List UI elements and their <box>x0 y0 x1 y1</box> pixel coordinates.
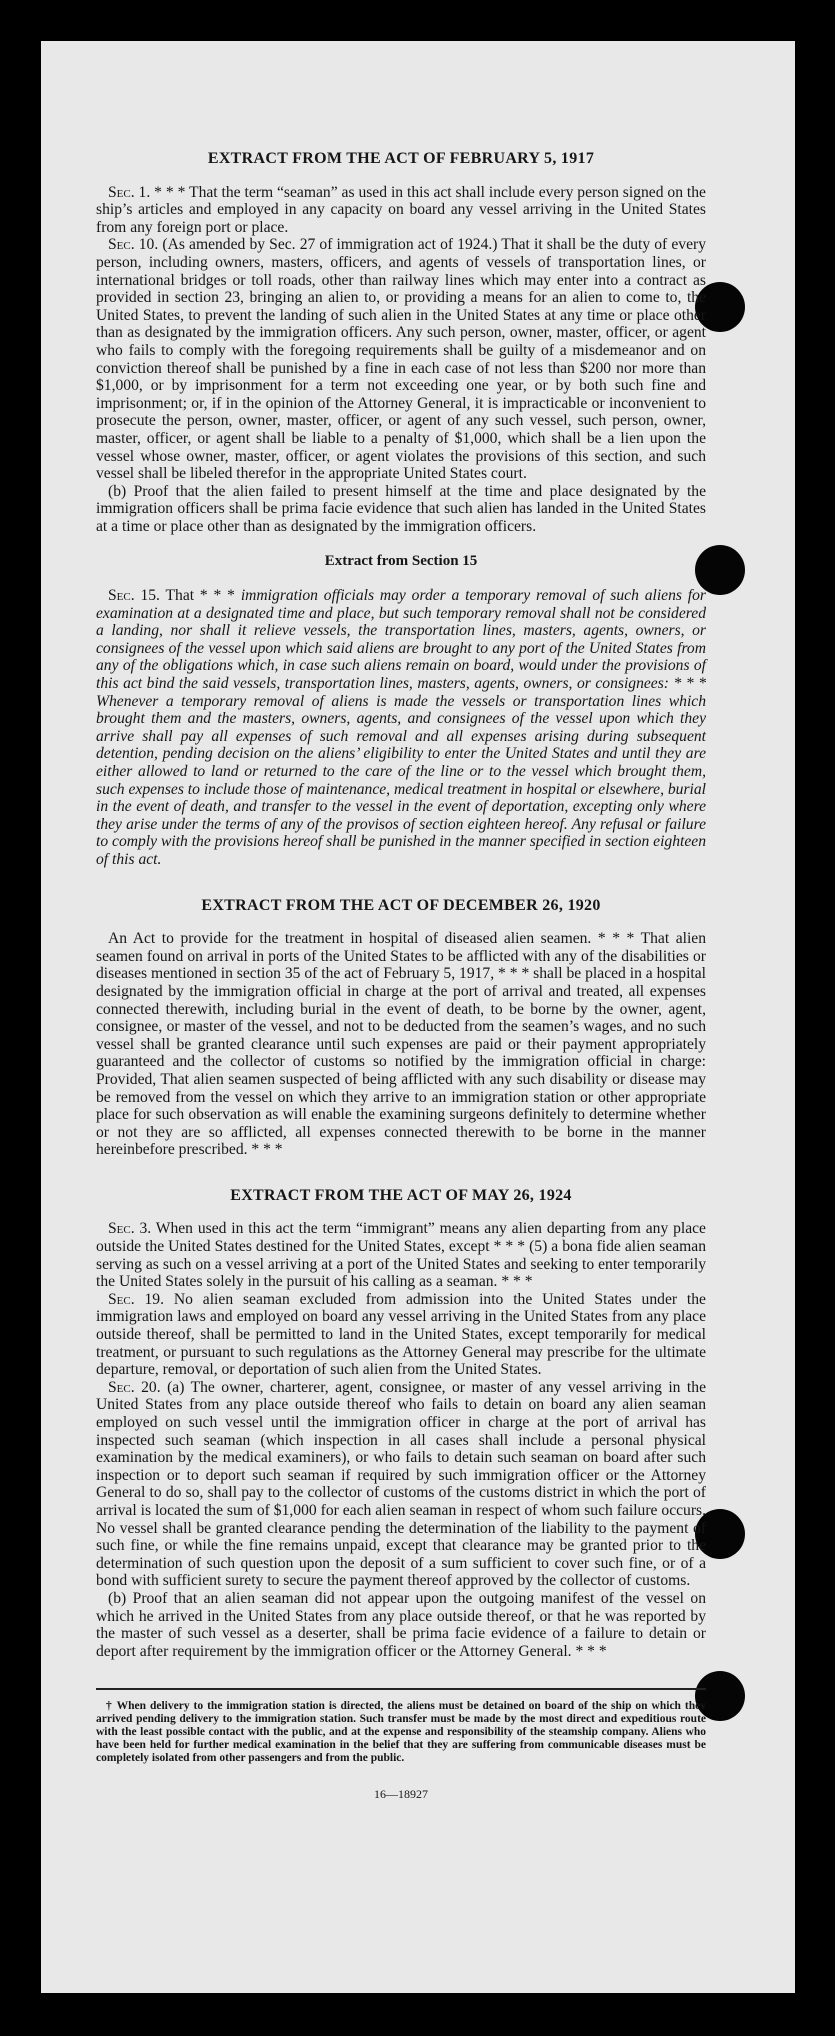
heading-act-dec-1920: EXTRACT FROM THE ACT OF DECEMBER 26, 1920 <box>201 896 601 914</box>
paragraph: An Act to provide for the treatment in hospital of diseased alien seamen. * * * That alien seamen found on arrival in ports of the United States to be afflicted with any of the disabilities or diseases mentioned in section 35 of the act of February 5, 1917, * * * shall be placed in a hospital designated by the immigration official in charge at the port of arrival and treated, all expenses connected therewith, including burial in the event of death, to be borne by the owner, agent, consignee, or master of the vessel, and not to be deducted from the seamen’s wages, and no such vessel shall be granted clearance until such expenses are paid or their payment appropriately guaranteed and the collector of customs so notified by the immigration official in charge: Provided, That alien seamen suspected of being afflicted with any such disability or disease may be removed from the vessel on which they arrive to an immigration station or other appropriate place for such observation as will enable the examining surgeons definitely to determine whether or not they are so afflicted, all expenses connected therewith to be borne in the manner hereinbefore prescribed. * * * <box>96 930 706 1159</box>
paragraph: Sec. 19. No alien seaman excluded from admission into the United States under the immigration laws and employed on board any vessel arriving in the United States from any place outside thereof, shall be permitted to land in the United States, except temporarily for medical treatment, or pursuant to such regulations as the Attorney General may prescribe for the ultimate departure, removal, or deportation of such alien from the United States. <box>96 1290 706 1379</box>
paragraph: Sec. 10. (As amended by Sec. 27 of immigration act of 1924.) That it shall be the duty of every person, including owners, masters, officers, and agents of vessels of transportation lines, or international bridges or toll roads, other than railway lines which may enter into a contract as provided in section 23, bringing an alien to, or providing a means for an alien to come to, the United States, to prevent the landing of such alien in the United States at any time or place other than as designated by the immigration officers. Any such person, owner, master, officer, or agent who fails to comply with the foregoing requirements shall be guilty of a misdemeanor and on conviction thereof shall be punished by a fine in each case of not less than $200 nor more than $1,000, or by imprisonment for a term not exceeding one year, or by both such fine and imprisonment; or, if in the opinion of the Attorney General, it is impracticable or inconvenient to prosecute the person, owner, master, officer, or agent of any such vessel, such person, owner, master, officer, or agent shall be liable to a penalty of $1,000, which shall be a lien upon the vessel whose owner, master, officer, or agent violates the provisions of this section, and such vessel shall be libeled therefor in the appropriate United States court. <box>96 236 706 483</box>
paragraph: (b) Proof that an alien seaman did not appear upon the outgoing manifest of the vessel on which he arrived in the United States from any place outside thereof, or that he was reported by the master of such vessel as a deserter, shall be prima facie evidence of a failure to detain or deport after requirement by the immigration officer or the Attorney General. * * * <box>96 1589 706 1660</box>
footnote: † When delivery to the immigration station is directed, the aliens must be detained on board of the ship on which they arrived pending delivery to the immigration station. Such transfer must be made by the most direct and expeditious route with the least possible contact with the public, and at the expense and responsibility of the steamship company. Aliens who have been held for further medical examination in the belief that they are suffering from communicable diseases must be completely isolated from other passengers and from the public. <box>96 1700 706 1764</box>
divider <box>96 1688 706 1690</box>
paragraph: Sec. 15. That * * * immigration officials may order a temporary removal of such aliens for examination at a designated time and place, but such temporary removal shall not be considered a landing, nor shall it relieve vessels, the transportation lines, masters, agents, owners, or consignees of the vessel upon which said aliens are brought to any port of the United States from any of the obligations which, in case such aliens remain on board, would under the provisions of this act bind the said vessels, transportation lines, masters, agents, owners, or consignees: * * * Whenever a temporary removal of aliens is made the vessels or transportation lines which brought them and the masters, owners, agents, and consignees of the vessel upon which they arrive shall pay all expenses of such removal and all expenses arising during subsequent detention, pending decision on the aliens’ eligibility to enter the United States and until they are either allowed to land or returned to the care of the line or to the vessel which brought them, such expenses to include those of maintenance, medical treatment in hospital or elsewhere, burial in the event of death, and transfer to the vessel in the event of deportation, excepting only where they arise under the terms of any of the provisos of section eighteen hereof. Any refusal or failure to comply with the provisions hereof shall be punished in the manner specified in section eighteen of this act. <box>96 587 706 868</box>
document-text <box>96 150 706 1804</box>
heading-act-may-1924: EXTRACT FROM THE ACT OF MAY 26, 1924 <box>230 1186 572 1204</box>
paragraph: Sec. 20. (a) The owner, charterer, agent, consignee, or master of any vessel arriving in the United States from any place outside thereof who fails to detain on board any alien seaman employed on such vessel until the immigration officer in charge at the port of arrival has inspected such seaman (which inspection in all cases shall include a personal physical examination by the medical examiners), or who fails to detain such seaman on board after such inspection or to deport such seaman if required by such immigration officer or the Attorney General to do so, shall pay to the collector of customs of the customs district in which the port of arrival is located the sum of $1,000 for each alien seaman in respect of whom such failure occurs. No vessel shall be granted clearance pending the determination of the liability to the payment of such fine, or while the fine remains unpaid, except that clearance may be granted prior to the determination of such question upon the deposit of a sum sufficient to cover such fine, or of a bond with sufficient surety to secure the payment thereof approved by the collector of customs. <box>96 1378 706 1590</box>
paragraph: Sec. 3. When used in this act the term “immigrant” means any alien departing from any place outside the United States destined for the United States, except * * * (5) a bona fide alien seaman serving as such on a vessel arriving at a port of the United States and seeking to enter temporarily the United States solely in the pursuit of his calling as a seaman. * * * <box>96 1220 706 1291</box>
paragraph: (b) Proof that the alien failed to present himself at the time and place designated by the immigration officers shall be prima facie evidence that such alien has landed in the United States at a time or place other than as designated by the immigration officers. <box>96 482 706 535</box>
heading-section-15: Extract from Section 15 <box>324 553 478 570</box>
print-code: 16—18927 <box>374 1787 428 1802</box>
paragraph: Sec. 1. * * * That the term “seaman” as used in this act shall include every person signed on the ship’s articles and employed in any capacity on board any vessel arriving in the United States from any foreign port or place. <box>96 183 706 236</box>
heading-act-feb-1917: EXTRACT FROM THE ACT OF FEBRUARY 5, 1917 <box>207 150 595 167</box>
